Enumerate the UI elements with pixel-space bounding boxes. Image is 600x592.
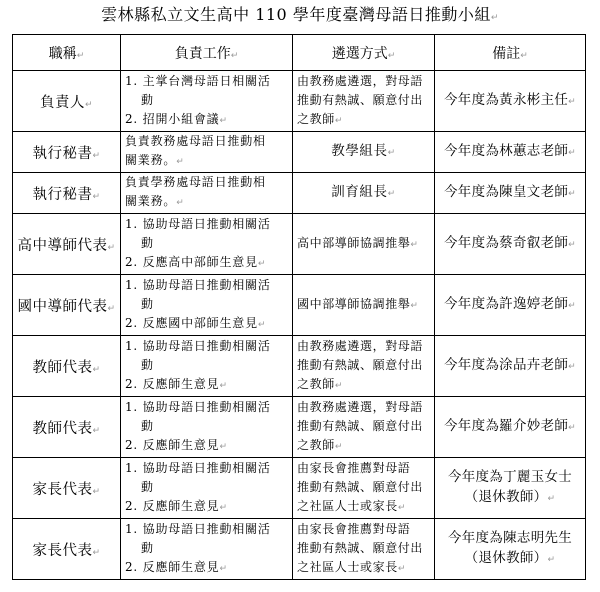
selection-line: 國中部導師協調推舉↵ [297, 296, 419, 311]
table-row [13, 336, 586, 397]
cell-duty [121, 173, 293, 214]
duty-line: 關業務。↵ [125, 153, 185, 167]
role-text: 教師代表 [32, 420, 93, 437]
table-row [13, 71, 586, 132]
duty-line: 2. 反應師生意見↵ [125, 376, 228, 391]
table-row [13, 458, 586, 519]
header-row [13, 35, 586, 71]
paragraph-mark: ↵ [410, 300, 419, 311]
cell-role [13, 173, 121, 214]
paragraph-mark: ↵ [568, 240, 577, 250]
paragraph-mark: ↵ [107, 303, 116, 314]
duty-line: 1. 協助母語日推動相關活 [125, 277, 271, 292]
duty-line: 關業務。↵ [125, 194, 185, 208]
duty-line: 2. 反應國中部師生意見↵ [125, 315, 267, 330]
paragraph-mark: ↵ [410, 239, 419, 250]
paragraph-mark: ↵ [107, 242, 116, 253]
duty-line: 1. 協助母語日推動相關活 [125, 216, 271, 231]
selection-line: 由家長會推薦對母語 [297, 521, 411, 536]
note-line: （退休教師）↵ [464, 489, 556, 505]
paragraph-mark: ↵ [257, 319, 267, 330]
duty-line: 1. 主掌台灣母語日相關活 [125, 73, 271, 88]
cell-selection [293, 397, 435, 458]
table-row [13, 214, 586, 275]
paragraph-mark: ↵ [92, 486, 101, 497]
duty-line: 1. 協助母語日推動相關活 [125, 460, 271, 475]
cell-duty [121, 275, 293, 336]
cell-selection [293, 519, 435, 580]
cell-duty [121, 458, 293, 519]
cell-duty [121, 519, 293, 580]
selection-line: 推動有熱誠、願意付出 [297, 357, 424, 372]
cell-duty [121, 397, 293, 458]
note-line: 今年度為涂品卉老師↵ [443, 357, 577, 373]
selection-line: 由家長會推薦對母語 [297, 460, 411, 475]
paragraph-mark: ↵ [397, 563, 406, 574]
header-role: 職稱↵ [13, 35, 121, 71]
paragraph-mark: ↵ [334, 380, 343, 391]
cell-note [435, 214, 586, 275]
note-line: 今年度為許逸婷老師↵ [443, 296, 577, 312]
selection-line: 之教師↵ [297, 437, 343, 452]
header-duty: 負責工作↵ [121, 35, 293, 71]
paragraph-mark: ↵ [568, 301, 577, 311]
selection-line: 教學組長↵ [331, 142, 396, 159]
table-row [13, 275, 586, 336]
cell-role [13, 458, 121, 519]
paragraph-mark: ↵ [219, 115, 228, 126]
note-line: （退休教師）↵ [464, 550, 556, 566]
cell-duty [121, 71, 293, 132]
role-text: 執行秘書 [32, 145, 93, 162]
paragraph-mark: ↵ [547, 494, 556, 504]
cell-role [13, 71, 121, 132]
paragraph-mark: ↵ [568, 97, 577, 107]
paragraph-mark: ↵ [219, 502, 228, 513]
selection-line: 推動有熱誠、願意付出 [297, 418, 424, 433]
paragraph-mark: ↵ [387, 147, 396, 158]
title-text: 雲林縣私立文生高中 110 學年度臺灣母語日推動小組 [101, 5, 491, 24]
duty-line: 2. 招開小組會議↵ [125, 111, 228, 126]
note-line: 今年度為陳皇文老師↵ [443, 184, 577, 200]
header-selection: 遴選方式↵ [293, 35, 435, 71]
selection-line: 之社區人士或家長↵ [297, 498, 406, 513]
role-text: 執行秘書 [32, 186, 93, 203]
paragraph-mark: ↵ [490, 13, 499, 23]
selection-line: 推動有熱誠、願意付出 [297, 540, 424, 555]
cell-role [13, 214, 121, 275]
duty-line: 動 [141, 296, 154, 311]
cell-role [13, 519, 121, 580]
selection-line: 推動有熱誠、願意付出 [297, 479, 424, 494]
duty-line: 2. 反應高中部師生意見↵ [125, 254, 267, 269]
cell-selection [293, 214, 435, 275]
table-row [13, 397, 586, 458]
cell-role [13, 275, 121, 336]
note-line: 今年度為林蕙志老師↵ [443, 143, 577, 159]
cell-note [435, 336, 586, 397]
paragraph-mark: ↵ [84, 99, 94, 110]
table-row [13, 132, 586, 173]
paragraph-mark: ↵ [387, 188, 396, 199]
duty-line: 負責教務處母語日推動相 [125, 134, 266, 148]
paragraph-mark: ↵ [568, 189, 577, 199]
cell-note [435, 275, 586, 336]
cell-selection [293, 132, 435, 173]
paragraph-mark: ↵ [92, 150, 101, 161]
note-line: 今年度為陳志明先生 [447, 530, 573, 546]
cell-duty [121, 336, 293, 397]
selection-line: 由教務處遴選，對母語 [297, 73, 424, 88]
cell-duty [121, 214, 293, 275]
cell-selection [293, 173, 435, 214]
selection-line: 之社區人士或家長↵ [297, 559, 406, 574]
role-text: 高中導師代表 [17, 237, 108, 254]
paragraph-mark: ↵ [334, 115, 343, 126]
role-text: 家長代表 [32, 542, 93, 559]
note-line: 今年度為黃永彬主任↵ [443, 92, 577, 108]
paragraph-mark: ↵ [176, 198, 185, 208]
paragraph-mark: ↵ [92, 425, 101, 436]
duty-line: 2. 反應師生意見↵ [125, 559, 228, 574]
cell-selection [293, 71, 435, 132]
selection-line: 高中部導師協調推舉↵ [297, 235, 419, 250]
cell-selection [293, 336, 435, 397]
cell-duty [121, 132, 293, 173]
paragraph-mark: ↵ [547, 555, 556, 565]
paragraph-mark: ↵ [568, 423, 577, 433]
role-text: 家長代表 [32, 481, 93, 498]
paragraph-mark: ↵ [219, 563, 228, 574]
cell-selection [293, 458, 435, 519]
paragraph-mark: ↵ [568, 362, 577, 372]
selection-line: 由教務處遴選，對母語 [297, 399, 424, 414]
cell-selection [293, 275, 435, 336]
cell-note [435, 397, 586, 458]
duty-line: 動 [141, 357, 154, 372]
cell-note [435, 173, 586, 214]
note-line: 今年度為羅介妙老師↵ [443, 418, 577, 434]
cell-note [435, 458, 586, 519]
duty-line: 1. 協助母語日推動相關活 [125, 521, 271, 536]
role-text: 教師代表 [32, 359, 93, 376]
cell-role [13, 132, 121, 173]
selection-line: 訓育組長↵ [331, 183, 396, 200]
duty-line: 1. 協助母語日推動相關活 [125, 399, 271, 414]
cell-note [435, 71, 586, 132]
paragraph-mark: ↵ [92, 364, 101, 375]
cell-role [13, 397, 121, 458]
duty-line: 負責學務處母語日推動相 [125, 175, 266, 189]
duty-line: 2. 反應師生意見↵ [125, 498, 228, 513]
note-line: 今年度為丁麗玉女士 [447, 469, 573, 485]
table-body [13, 71, 586, 580]
paragraph-mark: ↵ [397, 502, 406, 513]
selection-line: 之教師↵ [297, 376, 343, 391]
paragraph-mark: ↵ [219, 380, 228, 391]
paragraph-mark: ↵ [176, 157, 185, 167]
role-text: 國中導師代表 [17, 298, 108, 315]
duty-line: 動 [141, 540, 154, 555]
table-row [13, 519, 586, 580]
role-text: 負責人 [39, 94, 85, 111]
cell-role [13, 336, 121, 397]
paragraph-mark: ↵ [568, 148, 577, 158]
selection-line: 之教師↵ [297, 111, 343, 126]
duty-line: 動 [141, 235, 154, 250]
paragraph-mark: ↵ [219, 441, 228, 452]
selection-line: 推動有熱誠、願意付出 [297, 92, 424, 107]
paragraph-mark: ↵ [92, 191, 101, 202]
document-title [0, 4, 600, 26]
header-note: 備註↵ [435, 35, 586, 71]
committee-table [12, 34, 586, 580]
note-line: 今年度為蔡奇叡老師↵ [443, 235, 577, 251]
duty-line: 動 [141, 418, 154, 433]
duty-line: 動 [141, 92, 154, 107]
cell-note [435, 519, 586, 580]
paragraph-mark: ↵ [334, 441, 343, 452]
table-row [13, 173, 586, 214]
duty-line: 動 [141, 479, 154, 494]
duty-line: 2. 反應師生意見↵ [125, 437, 228, 452]
cell-note [435, 132, 586, 173]
duty-line: 1. 協助母語日推動相關活 [125, 338, 271, 353]
paragraph-mark: ↵ [92, 547, 101, 558]
paragraph-mark: ↵ [257, 258, 267, 269]
selection-line: 由教務處遴選，對母語 [297, 338, 424, 353]
